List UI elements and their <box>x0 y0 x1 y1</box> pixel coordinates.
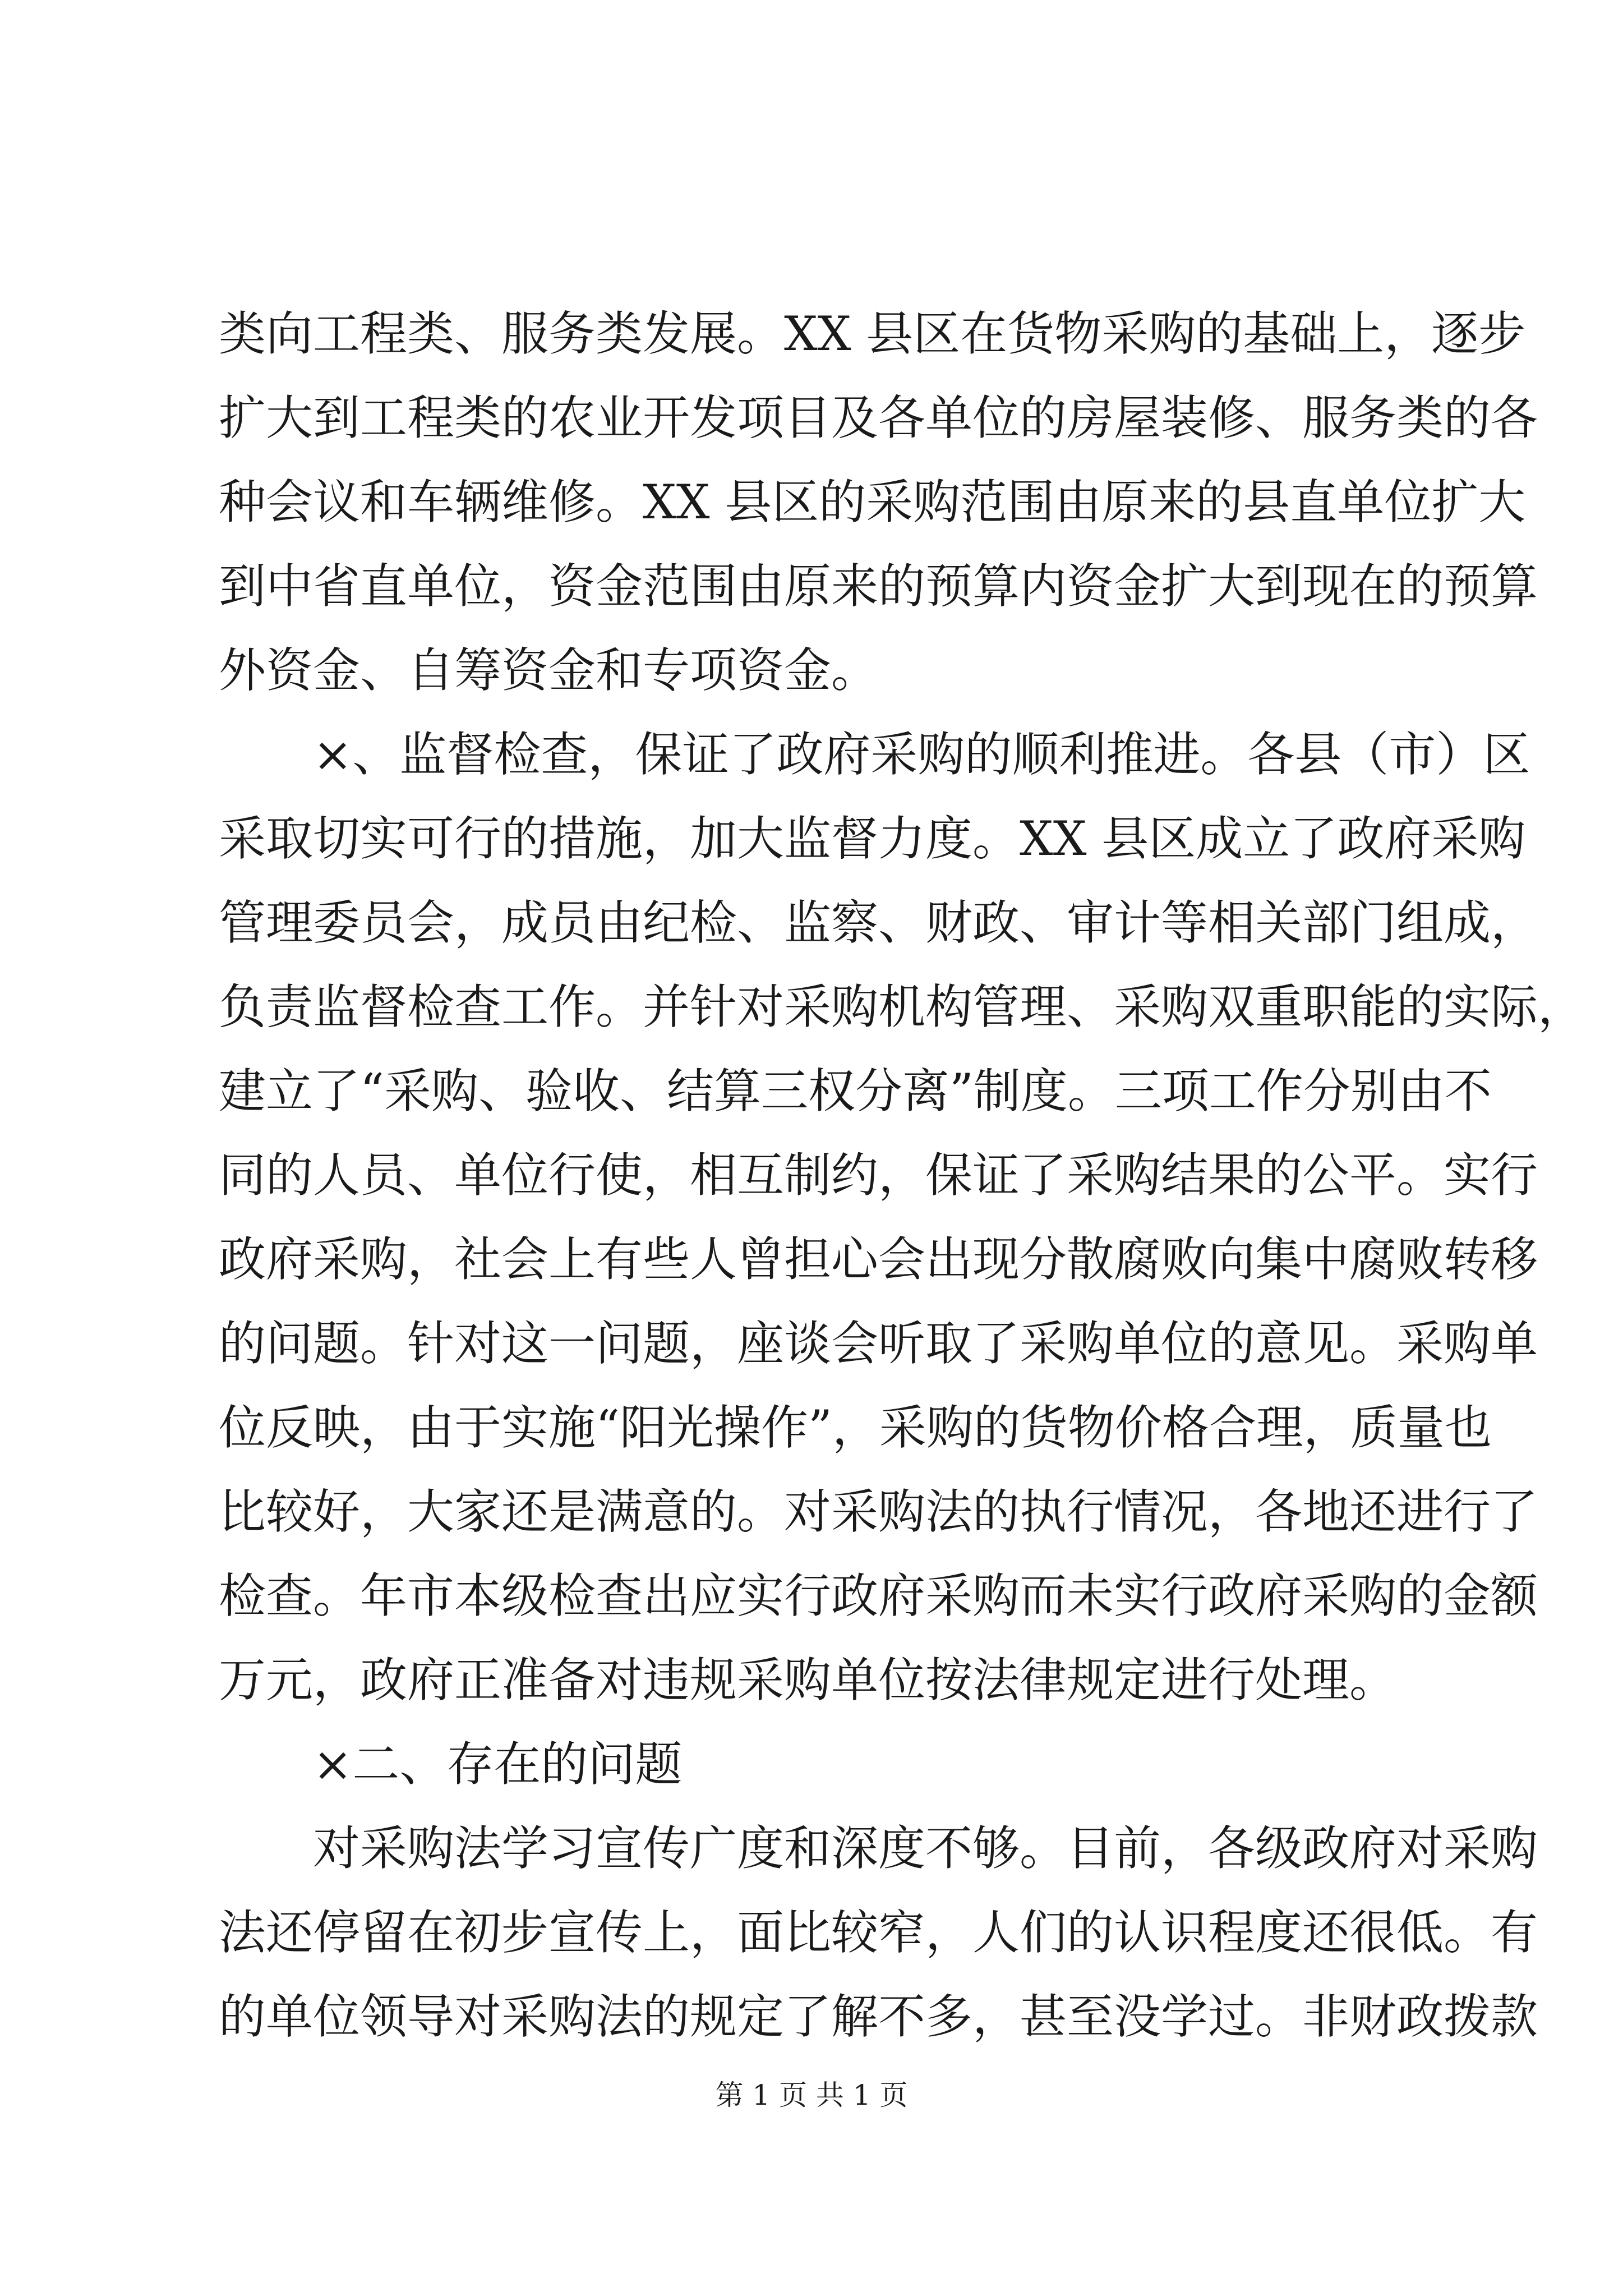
section-heading: ×二、存在的问题 <box>313 1737 683 1792</box>
paragraph-start-line: ×、监督检查，保证了政府采购的顺利推进。各县（市）区 <box>313 727 1530 782</box>
text-line: 负责监督检查工作。并针对采购机构管理、采购双重职能的实际， <box>219 979 1585 1034</box>
text-line: 外资金、自筹资金和专项资金。 <box>219 643 879 698</box>
text-line: 扩大到工程类的农业开发项目及各单位的房屋装修、服务类的各 <box>219 390 1538 445</box>
text-line: 位反映，由于实施“阳光操作”，采购的货物价格合理，质量也 <box>219 1400 1492 1455</box>
text-line: 建立了“采购、验收、结算三权分离”制度。三项工作分别由不 <box>219 1064 1492 1119</box>
text-line: 的问题。针对这一问题，座谈会听取了采购单位的意见。采购单 <box>219 1316 1538 1371</box>
text-line: 政府采购，社会上有些人曾担心会出现分散腐败向集中腐败转移 <box>219 1232 1538 1287</box>
text-line: 管理委员会，成员由纪检、监察、财政、审计等相关部门组成， <box>219 895 1538 950</box>
text-line: 类向工程类、服务类发展。XX 县区在货物采购的基础上，逐步 <box>219 306 1526 361</box>
text-line: 采取切实可行的措施，加大监督力度。XX 县区成立了政府采购 <box>219 811 1526 866</box>
page-number-footer: 第 1 页 共 1 页 <box>715 2079 908 2111</box>
text-line: 同的人员、单位行使，相互制约，保证了采购结果的公平。实行 <box>219 1148 1538 1203</box>
text-line: 的单位领导对采购法的规定了解不多，甚至没学过。非财政拨款 <box>219 1989 1538 2044</box>
paragraph-start-line: 对采购法学习宣传广度和深度不够。目前，各级政府对采购 <box>313 1821 1538 1876</box>
text-line: 法还停留在初步宣传上，面比较窄，人们的认识程度还很低。有 <box>219 1905 1538 1960</box>
text-line: 万元，政府正准备对违规采购单位按法律规定进行处理。 <box>219 1653 1397 1708</box>
text-line: 种会议和车辆维修。XX 县区的采购范围由原来的县直单位扩大 <box>219 475 1526 530</box>
text-line: 到中省直单位，资金范围由原来的预算内资金扩大到现在的预算 <box>219 559 1538 614</box>
text-line: 比较好，大家还是满意的。对采购法的执行情况，各地还进行了 <box>219 1484 1538 1539</box>
text-line: 检查。年市本级检查出应实行政府采购而未实行政府采购的金额 <box>219 1568 1538 1623</box>
